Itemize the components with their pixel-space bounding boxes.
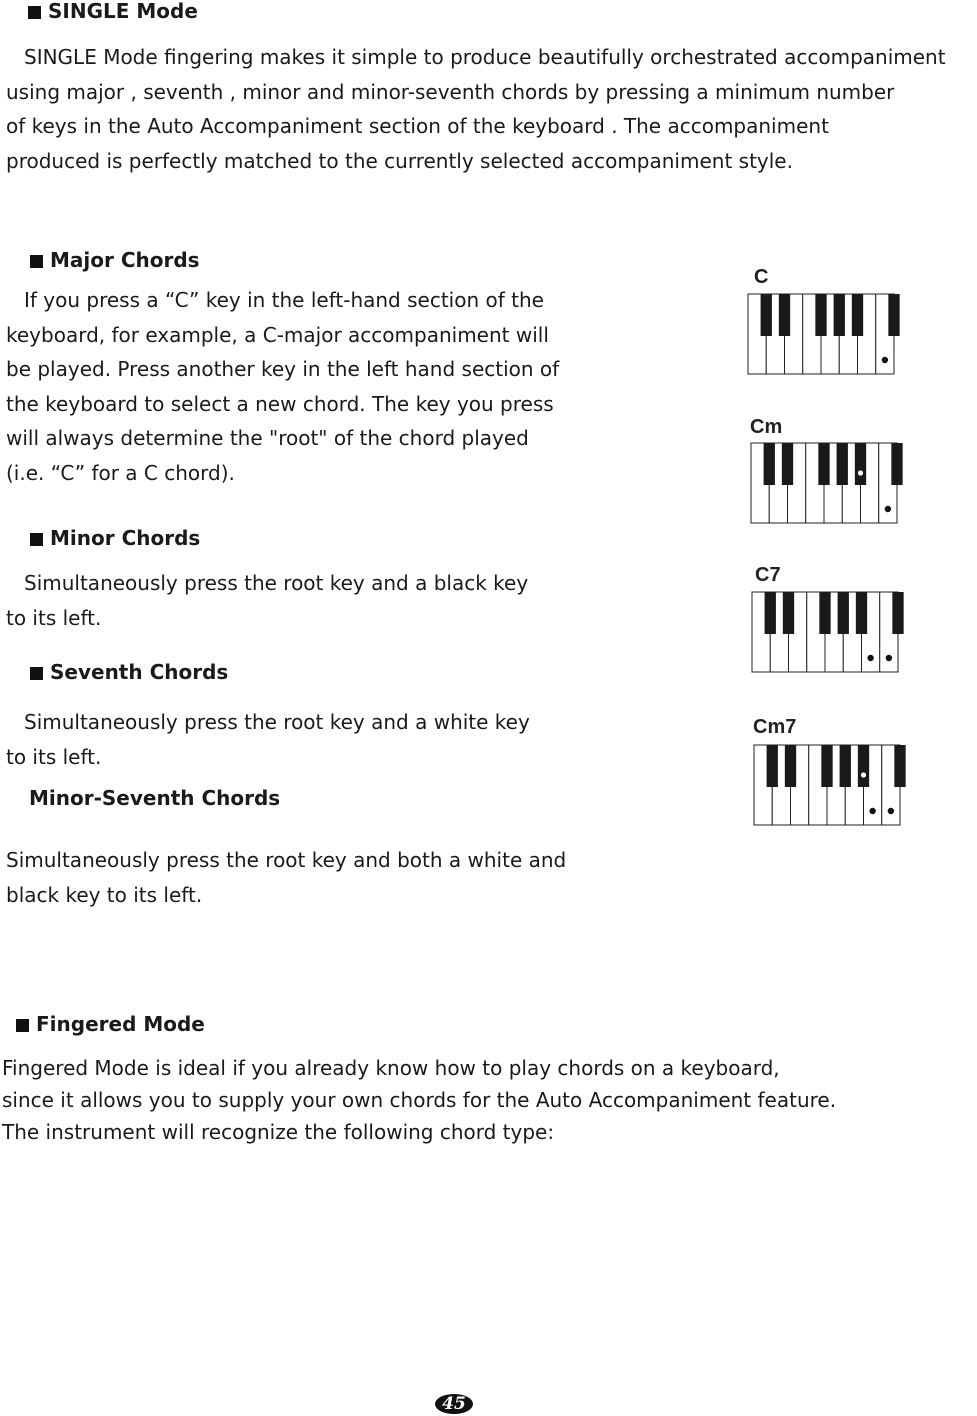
page-number: 45 <box>442 1394 466 1414</box>
black-key <box>821 745 832 787</box>
black-key <box>852 294 863 336</box>
paragraph-line: If you press a “C” key in the left-hand section of the <box>24 288 544 312</box>
paragraph-line: the keyboard to select a new chord. The key you press <box>6 391 554 416</box>
square-bullet-icon <box>28 6 41 19</box>
black-key <box>761 294 772 336</box>
black-key <box>764 443 775 485</box>
paragraph-line: Simultaneously press the root key and a black key <box>24 571 529 595</box>
pressed-white-key-dot <box>886 655 892 661</box>
paragraph-line: Simultaneously press the root key and both a white and <box>6 848 567 872</box>
black-key <box>782 443 793 485</box>
paragraph-line: The instrument will recognize the following chord type: <box>2 1120 555 1144</box>
square-bullet-icon <box>16 1019 29 1032</box>
paragraph-line: produced is perfectly matched to the currently selected accompaniment style. <box>6 148 793 173</box>
chord-label-cm: Cm <box>750 416 783 438</box>
major-chords-heading: Major Chords <box>30 248 200 272</box>
paragraph-line: SINGLE Mode fingering makes it simple to produce beautifully orchestrated accompaniment <box>24 45 946 69</box>
black-key <box>783 592 794 634</box>
paragraph-line: to its left. <box>6 605 102 630</box>
keyboard-diagram-c <box>748 294 894 376</box>
square-bullet-icon <box>30 667 43 680</box>
fingered-mode-paragraph <box>2 1052 836 1148</box>
major-chords-paragraph <box>6 283 559 490</box>
keyboard-diagram-cm <box>751 443 897 525</box>
pressed-white-key-dot <box>885 506 891 512</box>
black-key <box>891 443 902 485</box>
chord-label-c: C <box>754 266 769 288</box>
paragraph-line: Simultaneously press the root key and a white key <box>24 710 530 734</box>
single-mode-paragraph <box>6 40 946 178</box>
chord-label-cm7: Cm7 <box>753 716 797 738</box>
seventh-chords-heading: Seventh Chords <box>30 660 228 684</box>
black-key <box>818 443 829 485</box>
pressed-black-key-dot <box>858 470 863 475</box>
black-key <box>767 745 778 787</box>
fingered-mode-heading: Fingered Mode <box>16 1012 205 1036</box>
paragraph-line: of keys in the Auto Accompaniment section of the keyboard . The accompaniment <box>6 114 829 138</box>
seventh-chords-paragraph <box>6 705 530 774</box>
black-key <box>840 745 851 787</box>
pressed-white-key-dot <box>882 357 888 363</box>
paragraph-line: will always determine the "root" of the chord played <box>6 426 529 450</box>
paragraph-line: to its left. <box>6 744 102 769</box>
chord-label-c7: C7 <box>755 564 781 586</box>
black-key <box>815 294 826 336</box>
black-key <box>856 592 867 634</box>
keyboard-diagram-cm7 <box>754 745 900 827</box>
paragraph-line: be played. Press another key in the left hand section of <box>6 357 560 381</box>
page-number-badge <box>434 1393 474 1415</box>
pressed-white-key-dot <box>888 808 894 814</box>
square-bullet-icon <box>30 255 43 268</box>
black-key <box>765 592 776 634</box>
paragraph-line: black key to its left. <box>6 882 203 907</box>
black-key <box>892 592 903 634</box>
pressed-white-key-dot <box>867 655 873 661</box>
black-key <box>834 294 845 336</box>
pressed-white-key-dot <box>869 808 875 814</box>
black-key <box>894 745 905 787</box>
black-key <box>785 745 796 787</box>
black-key <box>838 592 849 634</box>
paragraph-line: since it allows you to supply your own chords for the Auto Accompaniment feature. <box>2 1088 837 1112</box>
minor-seventh-chords-heading: Minor-Seventh Chords <box>29 786 281 810</box>
black-key <box>837 443 848 485</box>
minor-chords-paragraph <box>6 566 528 635</box>
black-key <box>888 294 899 336</box>
black-key <box>819 592 830 634</box>
minor-seventh-chords-paragraph <box>6 843 566 912</box>
keyboard-diagram-c7 <box>752 592 898 674</box>
black-key <box>858 745 869 787</box>
single-mode-heading: SINGLE Mode <box>28 0 198 23</box>
paragraph-line: using major , seventh , minor and minor-seventh chords by pressing a minimum number <box>6 79 895 104</box>
minor-chords-heading: Minor Chords <box>30 526 200 550</box>
black-key <box>855 443 866 485</box>
black-key <box>779 294 790 336</box>
pressed-black-key-dot <box>861 772 866 777</box>
paragraph-line: (i.e. “C” for a C chord). <box>6 460 235 485</box>
square-bullet-icon <box>30 533 43 546</box>
paragraph-line: Fingered Mode is ideal if you already know how to play chords on a keyboard, <box>2 1056 780 1080</box>
paragraph-line: keyboard, for example, a C-major accompaniment will <box>6 322 549 347</box>
